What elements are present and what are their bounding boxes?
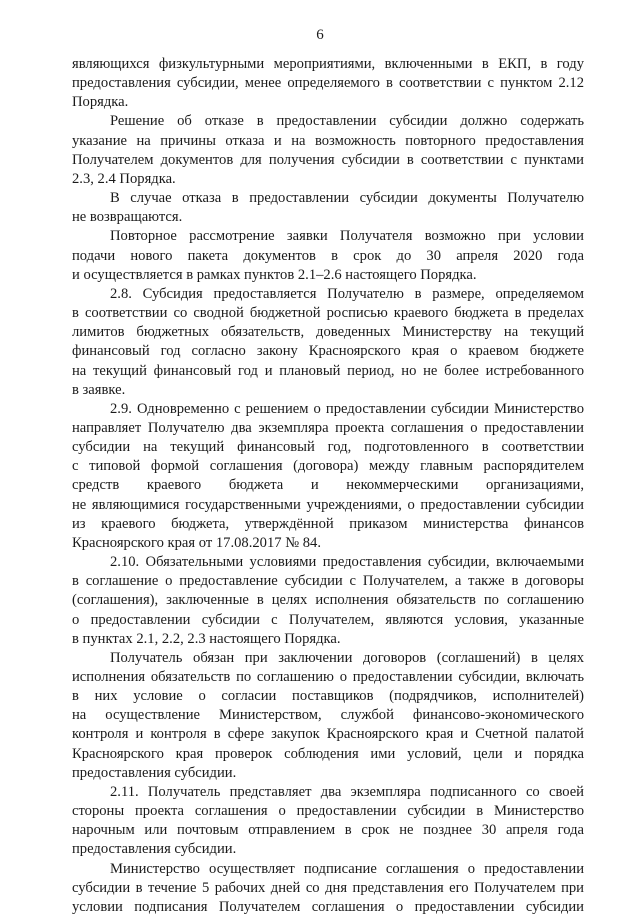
text-line: исполнения обязательств по соглашению о предоставлении субсидии, включать — [72, 669, 584, 685]
paragraph — [72, 400, 584, 553]
text-line: не являющимися государственными учреждениями, о предоставлении субсидии — [72, 496, 584, 513]
text-line: субсидии в течение 5 рабочих дней со дня представления его Получателем при — [72, 879, 584, 896]
paragraph — [72, 112, 584, 189]
text-line: являющихся физкультурными мероприятиями, включенными в ЕКП, в году — [72, 56, 584, 72]
text-line: 2.3, 2.4 Порядка. — [72, 170, 176, 187]
paragraph — [72, 55, 584, 112]
text-line: нарочным или почтовым отправлением в срок не позднее 30 апреля года — [72, 822, 584, 839]
text-line: предоставления субсидии. — [72, 764, 237, 781]
text-line: и осуществляется в рамках пунктов 2.1–2.6 настоящего Порядка. — [72, 266, 477, 283]
text-line: на осуществление Министерством, службой финансово-экономического — [72, 707, 584, 724]
text-line: в заявке. — [72, 381, 126, 398]
text-line: лимитов бюджетных обязательств, доведенных Министерству на текущий — [72, 324, 584, 341]
text-line: направляет Получателю два экземпляра проекта соглашения о предоставлении — [72, 419, 584, 436]
paragraph — [72, 649, 584, 783]
paragraph — [72, 553, 584, 649]
text-line: предоставления субсидии, менее определяемого в соответствии с пунктом 2.12 — [72, 75, 584, 92]
text-line: указание на причины отказа и на возможность повторного предоставления — [72, 132, 584, 149]
text-line: финансовый год согласно закону Красноярского края о краевом бюджете — [72, 343, 584, 360]
document-body — [72, 55, 584, 917]
text-line: с типовой формой соглашения (договора) между главным распорядителем — [72, 458, 584, 475]
text-line: Получатель обязан при заключении договоров (соглашений) в целях — [110, 649, 584, 666]
text-line: (соглашения), заключенные в целях исполнения обязательств по соглашению — [72, 592, 584, 609]
text-line: Красноярского края от 17.08.2017 № 84. — [72, 534, 322, 551]
text-line: контроля и контроля в сфере закупок Красноярского края и Счетной палатой — [72, 726, 584, 743]
paragraph — [72, 285, 584, 400]
text-line: стороны проекта соглашения о предоставлении субсидии в Министерство — [72, 803, 584, 820]
text-line: Повторное рассмотрение заявки Получателя возможно при условии — [110, 228, 584, 245]
text-line: 2.9. Одновременно с решением о предоставлении субсидии Министерство — [110, 400, 584, 417]
text-line: В случае отказа в предоставлении субсидии документы Получателю — [110, 190, 584, 207]
paragraph — [72, 860, 584, 917]
paragraph — [72, 783, 584, 860]
text-line: в соответствии со сводной бюджетной росписью краевого бюджета в пределах — [72, 305, 584, 322]
text-line: в пунктах 2.1, 2.2, 2.3 настоящего Порядка. — [72, 630, 341, 647]
paragraph — [72, 189, 584, 227]
paragraph — [72, 227, 584, 284]
text-line: 2.10. Обязательными условиями предоставления субсидии, включаемыми — [110, 554, 584, 571]
text-line: средств краевого бюджета и некоммерческими организациями, — [72, 477, 584, 494]
text-line: Порядка. — [72, 94, 129, 111]
text-line: условии подписания Получателем соглашения о предоставлении субсидии — [72, 898, 584, 915]
text-line: Министерство осуществляет подписание соглашения о предоставлении — [110, 860, 584, 877]
text-line: 2.8. Субсидия предоставляется Получателю в размере, определяемом — [110, 285, 584, 302]
text-line: из краевого бюджета, утверждённой приказом министерства финансов — [72, 515, 584, 532]
text-line: подачи нового пакета документов в срок до 30 апреля 2020 года — [72, 247, 584, 264]
text-line: о предоставлении субсидии с Получателем, являются условия, указанные — [72, 611, 584, 628]
page-number: 6 — [316, 27, 324, 43]
text-line: субсидии на текущий финансовый год, подготовленного в соответствии — [72, 439, 584, 456]
text-line: Решение об отказе в предоставлении субсидии должно содержать — [110, 113, 584, 130]
text-line: Красноярского края проверок соблюдения ими условий, цели и порядка — [72, 745, 584, 762]
text-line: не возвращаются. — [72, 209, 183, 226]
text-line: Получателем документов для получения субсидии в соответствии с пунктами — [72, 151, 584, 168]
text-line: в них условие о согласии поставщиков (подрядчиков, исполнителей) — [72, 688, 584, 705]
text-line: предоставления субсидии. — [72, 841, 237, 858]
text-line: в соглашение о предоставление субсидии с Получателем, а также в договоры — [72, 573, 584, 590]
text-line: 2.11. Получатель представляет два экземпляра подписанного со своей — [110, 783, 584, 800]
text-line: на текущий финансовый год и плановый период, но не более истребованного — [72, 362, 584, 379]
